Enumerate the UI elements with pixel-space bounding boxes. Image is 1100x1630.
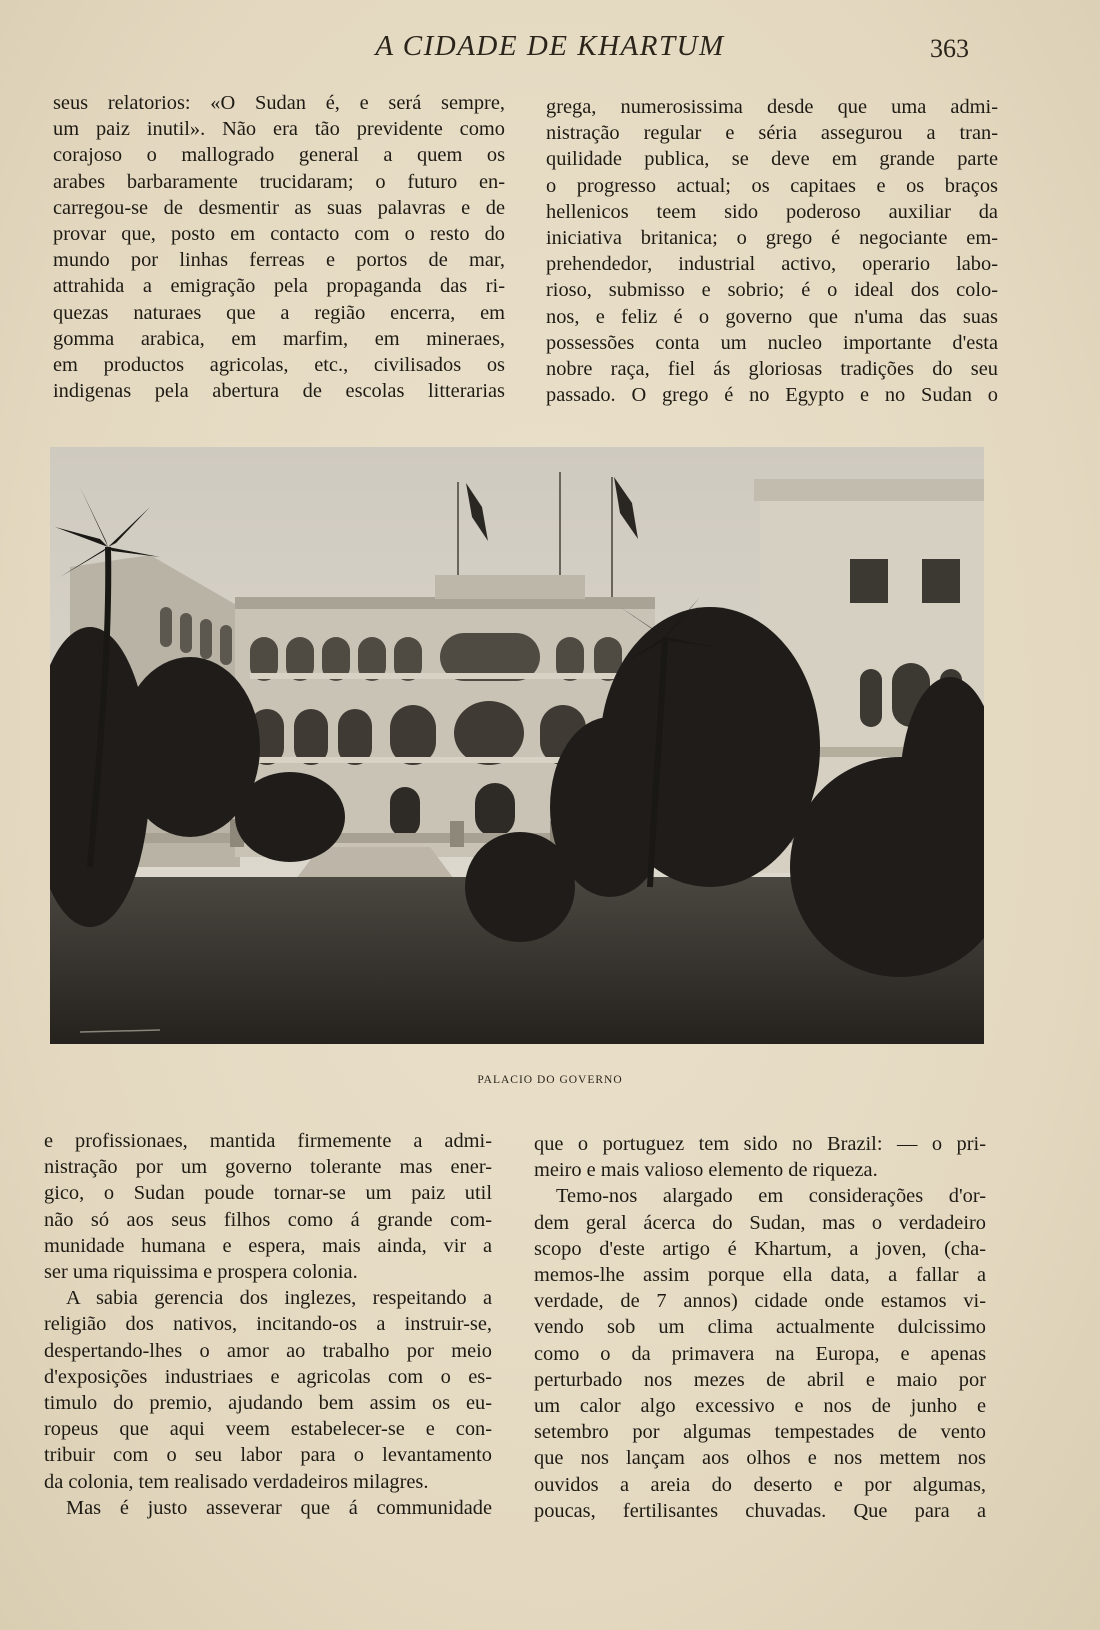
text-line: gico, o Sudan poude tornar-se um paiz util — [44, 1182, 492, 1205]
text-line: nistração por um governo tolerante mas ener- — [44, 1156, 492, 1179]
text-line: passado. O grego é no Egypto e no Sudan o — [546, 384, 998, 407]
text-line: scopo d'este artigo é Khartum, a joven, (cha- — [534, 1237, 986, 1260]
text-line: d'exposições industriaes e agricolas com o es- — [44, 1365, 492, 1388]
text-line: setembro por algumas tempestades de vento — [534, 1421, 986, 1444]
text-line: vendo sob um clima actualmente dulcissimo — [534, 1316, 986, 1339]
text-line: provar que, posto em contacto com o resto do — [53, 223, 505, 246]
text-line: rioso, submisso e sobrio; é o ideal dos colo- — [546, 279, 998, 302]
text-line: attrahida a emigração pela propaganda das ri- — [53, 275, 505, 298]
text-line: meiro e mais valioso elemento de riqueza. — [534, 1159, 878, 1182]
text-line: iniciativa britanica; o grego é negociante em- — [546, 227, 998, 250]
text-line: ouvidos a areia do deserto e por algumas, — [534, 1473, 986, 1496]
text-line: arabes barbaramente trucidaram; o futuro en- — [53, 170, 505, 193]
text-line: Mas é justo asseverar que á communidade — [66, 1496, 492, 1519]
text-line: que o portuguez tem sido no Brazil: — o pri- — [534, 1133, 986, 1155]
text-line: timulo do premio, ajudando bem assim os eu- — [44, 1392, 492, 1415]
text-line: quezas naturaes que a região encerra, em — [53, 301, 505, 324]
text-line: que nos lançam aos olhos e nos mettem nos — [534, 1447, 986, 1470]
text-line: verdade, de 7 annos) cidade onde estamos vi- — [534, 1290, 986, 1313]
text-line: poucas, fertilisantes chuvadas. Que para a — [534, 1499, 986, 1522]
text-line: possessões conta um nucleo importante d'esta — [546, 331, 998, 354]
text-line: gomma arabica, em marfim, em mineraes, — [53, 327, 505, 350]
text-line: um calor algo excessivo e nos de junho e — [534, 1395, 986, 1418]
text-line: perturbado nos mezes de abril e maio por — [534, 1368, 986, 1391]
text-line: o progresso actual; os capitaes e os braços — [546, 174, 998, 197]
text-line: não só aos seus filhos como á grande com- — [44, 1208, 492, 1231]
palace-photograph — [50, 447, 984, 1044]
photo-caption: PALACIO DO GOVERNO — [477, 1074, 623, 1086]
text-column-top-left — [53, 90, 505, 404]
text-line: como o da primavera na Europa, e apenas — [534, 1342, 986, 1365]
text-line: tribuir com o seu labor para o levantamento — [44, 1444, 492, 1467]
text-line: da colonia, tem realisado verdadeiros milagres. — [44, 1470, 429, 1493]
text-line: hellenicos teem sido poderoso auxiliar da — [546, 200, 998, 223]
text-line: dem geral ácerca do Sudan, mas o verdadeiro — [534, 1211, 986, 1234]
text-line: grega, numerosissima desde que uma admi- — [546, 96, 998, 118]
text-line: despertando-lhes o amor ao trabalho por meio — [44, 1339, 492, 1362]
text-line: carregou-se de desmentir as suas palavras e de — [53, 196, 505, 219]
text-line: ropeus que aqui veem estabelecer-se e con- — [44, 1418, 492, 1441]
text-line: Temo-nos alargado em considerações d'or- — [556, 1185, 986, 1208]
text-line: nos, e feliz é o governo que n'uma das suas — [546, 305, 998, 328]
text-line: prehendedor, industrial activo, operario labo- — [546, 253, 998, 276]
page-number: 363 — [930, 34, 969, 63]
text-line: ser uma riquissima e prospera colonia. — [44, 1261, 358, 1284]
text-line: um paiz inutil». Não era tão previdente como — [53, 118, 505, 141]
text-column-bottom-left — [44, 1128, 492, 1521]
text-line: nobre raça, fiel ás gloriosas tradições do seu — [546, 358, 998, 381]
text-line: em productos agricolas, etc., civilisados os — [53, 354, 505, 377]
text-line: quilidade publica, se deve em grande parte — [546, 148, 998, 171]
text-line: seus relatorios: «O Sudan é, e será sempre, — [53, 92, 505, 114]
text-line: A sabia gerencia dos inglezes, respeitando a — [66, 1287, 492, 1310]
text-column-bottom-right — [534, 1131, 986, 1524]
text-line: religião dos nativos, incitando-os a instruir-se, — [44, 1313, 492, 1336]
text-line: mundo por linhas ferreas e portos de mar, — [53, 249, 505, 272]
running-title: A CIDADE DE KHARTUM — [375, 30, 725, 62]
text-column-top-right — [546, 94, 998, 408]
text-line: e profissionaes, mantida firmemente a admi- — [44, 1130, 492, 1152]
text-line: nistração regular e séria assegurou a tran- — [546, 122, 998, 145]
text-line: indigenas pela abertura de escolas litterarias — [53, 380, 505, 403]
text-line: memos-lhe assim porque ella data, a fallar a — [534, 1264, 986, 1287]
text-line: munidade humana e espera, mais ainda, vir a — [44, 1234, 492, 1257]
text-line: corajoso o mallogrado general a quem os — [53, 144, 505, 167]
